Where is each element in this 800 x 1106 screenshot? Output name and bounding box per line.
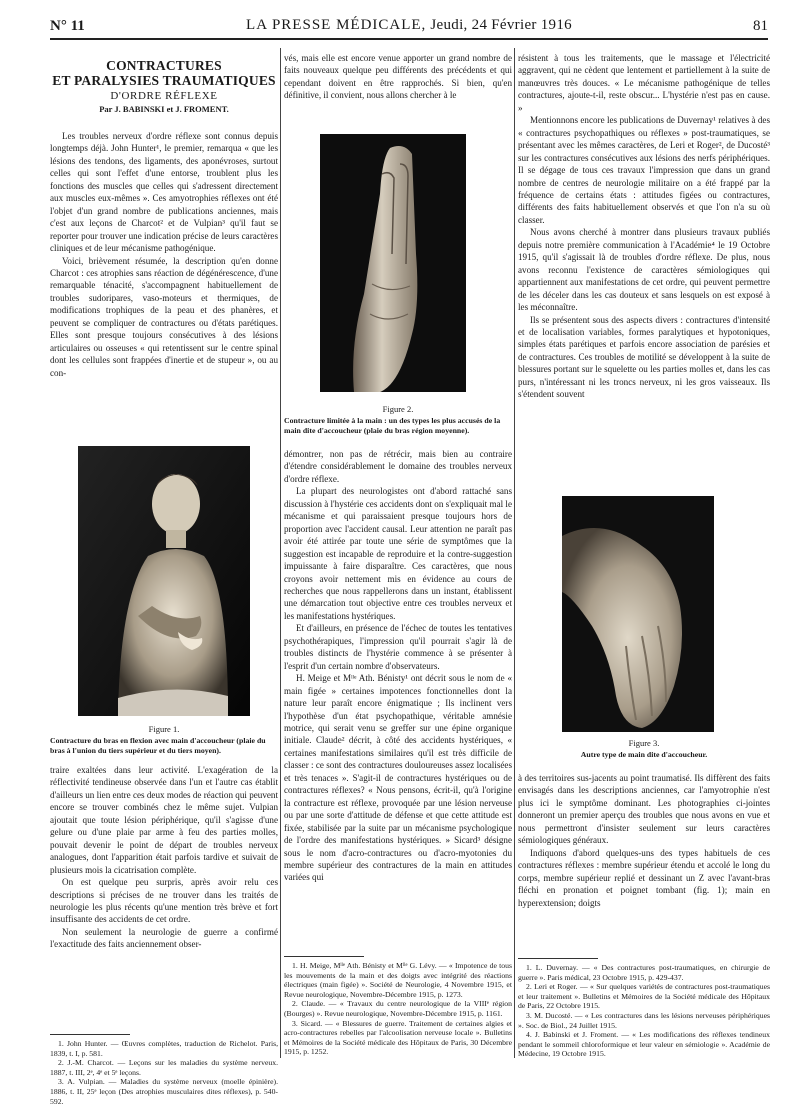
- figure-3-image: [562, 496, 714, 732]
- article-authors: Par J. BABINSKI et J. FROMENT.: [99, 104, 229, 114]
- footnote: 2. Claude. — « Travaux du centre neurologique de la VIIIᵉ région (Bourges) ». Revue neurologique, Novembre-Décembre 1915, p. 1161.: [284, 999, 512, 1018]
- journal-title: LA PRESSE MÉDICALE,: [246, 17, 427, 33]
- paragraph: Ils se présentent sous des aspects divers : contractures d'intensité et de localisation variables, formes paralytiques et hypotoniques, simples états parétiques et parfois encore association de parésies et de contractures. Ces troubles de motilité se développent à la suite de blessures portant sur le squelette ou les parties molles et, dans les cas purs, n'intéressant ni les troncs nerveux, ni les gros vaisseaux. Ils s'étendent souvent: [518, 314, 770, 400]
- paragraph: à des territoires sus-jacents au point traumatisé. Ils diffèrent des faits envisagés dans les descriptions anciennes, car l'amyotrophie n'est plus ici le symptôme dominant. Les photographies ci-jointes donneront un premier aperçu des troubles que nous avons en vue et nous permettront d'insister seulement sur leurs caractères sémiologiques généraux.: [518, 773, 770, 846]
- figure-2-photo: [320, 134, 466, 392]
- page-number: 81: [753, 18, 768, 34]
- paragraph: H. Meige et Mˡˡᵉ Ath. Bénisty¹ ont décrit sous le nom de « main figée » certaines impotences fonctionnelles dont la nature leur paraît encore énigmatique ; Ils inclinent vers l'hypothèse d'un état psychopathique, véritable amnésie motrice, qui serait venu se greffer sur une épine organique initiale. Claude² décrit, à côté des accidents hystériques, « certaines manifestations similaires qu'il est très difficile de classer : ce sont des contractures douloureuses assez localisées et très tenaces ». S'agit-il de contractures hystériques ou de contractures réflexes? « Nous pensons, écrit-il, qu'à l'origine la contracture est réflexe, provoquée par une lésion nerveuse ou par une sorte d'attitude de défense et que cette attitude est fixée, stabilisée par la suite par un mécanisme psychologique de l'ordre des manifestations hystériques. » Sicard³ désigne sous le nom d'acro-contractures ou d'acro-myotonies du membre supérieur des contractures de la main en attitudes variées qui: [284, 673, 512, 883]
- footnote: 1. L. Duvernay. — « Des contractures post-traumatiques, en chirurgie de guerre ». Paris médical, 23 Octobre 1915, p. 429-437.: [518, 963, 770, 982]
- column-1: [50, 50, 278, 1106]
- article-title-line2: ET PARALYSIES TRAUMATIQUES: [52, 73, 276, 88]
- footnote-rule: [50, 1034, 130, 1035]
- paragraph: On est quelque peu surpris, après avoir relu ces descriptions si précises de ne trouver dans les traités de neurologie les plus récents qu'une mention très brève et fort insuffisante des accidents de cet ordre.: [50, 877, 278, 925]
- paragraph: Et d'ailleurs, en présence de l'échec de toutes les tentatives psychothérapiques, l'impression qu'il pourrait s'agir là de troubles distincts de l'hystérie commence à se présenter à l'esprit d'un certain nombre d'observateurs.: [284, 623, 512, 671]
- paragraph: résistent à tous les traitements, que le massage et l'électricité aggravent, qui ne cèdent que lentement et partiellement à la suite de manœuvres très douces. « Le mécanisme pathogénique de telles contractures, ajoute-t-il, reste obscur... L'hystérie n'est pas en cause. »: [518, 53, 770, 113]
- article-title: CONTRACTURES: [106, 58, 222, 73]
- figure-3-label: Figure 3.: [628, 738, 660, 748]
- figure-3-caption: Autre type de main dite d'accoucheur.: [580, 750, 708, 759]
- column-3: [518, 50, 770, 1072]
- paragraph: vés, mais elle est encore venue apporter un grand nombre de faits nouveaux quelque peu différents des précédents et qui cependant doivent en être rapprochés. Si bien, qu'en définitive, il convient, nous allons chercher à le: [284, 53, 512, 101]
- figure-2-caption: Contracture limitée à la main : un des types les plus accusés de la main dite d'accoucheur (plaie du bras région moyenne).: [284, 416, 501, 435]
- paragraph: Nous avons cherché à montrer dans plusieurs travaux publiés depuis notre première communication à l'Académie⁴ le 19 Octobre 1915, qu'il s'agissait là de troubles d'ordre réflexe. De plus, nous avons reconnu l'existence de caractères sémiologiques qui appartiennent aux manifestations de cet ordre, qui peuvent permettre de les déceler dans les cas douteux et sans lesquels on est exposé à les méconnaître.: [518, 227, 770, 313]
- footnote: 1. John Hunter. — Œuvres complètes, traduction de Richelot. Paris, 1839, t. I, p. 581.: [50, 1039, 278, 1058]
- article-subtitle: D'ORDRE RÉFLEXE: [110, 90, 218, 102]
- paragraph: traire exaltées dans leur activité. L'exagération de la réflectivité tendineuse observée dans l'un et l'autre cas établit d'ailleurs un lien entre ces deux modes de réaction qui peuvent encore se trouver combinés chez le même sujet. Vulpian ajoutait que toute lésion périphérique, qu'il s'agisse d'une gelure ou d'une plaie par arme à feu des parties molles, pouvait devenir le point de départ de troubles nerveux analogues, dont l'apparition était parfois tardive et suivait de plusieurs mois la cicatrisation complète.: [50, 765, 278, 875]
- footnote: 3. M. Ducosté. — « Les contractures dans les lésions nerveuses périphériques ». Soc. de Biol., 24 Juillet 1915.: [518, 1010, 770, 1030]
- paragraph: Mentionnons encore les publications de Duvernay¹ relatives à des « contractures psychopathiques ou réflexes » post-traumatiques, se présentant avec les mêmes caractères, de Leri et Roger², de Ducosté³ sur les contractures consécutives aux lésions des nerfs périphériques. Il se dégage de tous ces travaux l'impression que dans un grand nombre de centres de neurologie militaire on a été frappé par la fréquence de certains états : attitudes figées ou contractures, différents des faits habituellement observés et que l'on n'a su où classer.: [518, 115, 770, 225]
- masthead: [50, 17, 768, 34]
- footnotes: [284, 952, 512, 1057]
- footnote-rule: [284, 956, 364, 957]
- paragraph: démontrer, non pas de rétrécir, mais bien au contraire d'étendre considérablement le domaine des troubles nerveux d'ordre réflexe.: [284, 449, 512, 484]
- issue-number: N° 11: [50, 18, 85, 34]
- figure-2-label: Figure 2.: [382, 404, 414, 414]
- paragraph: La plupart des neurologistes ont d'abord rattaché sans discussion à l'hystérie ces accidents dont on s'expliquait mal le mécanisme et qui paraissaient presque toujours hors de proportion avec l'accident causal. Leur attention ne paraît pas avoir été attirée par toute une série de symptômes que la suggestion est incapable de reproduire et la contre-suggestion impuissante à faire disparaître. Ces caractères, que nous croyons avoir nettement mis en évidence au cours de recherches que nous rappellerons dans un instant, établissent une démarcation tout objective entre ces troubles nerveux et les manifestations hystériques.: [284, 486, 512, 621]
- footnotes: [518, 954, 770, 1059]
- paragraph: Voici, brièvement résumée, la description qu'en donne Charcot : ces atrophies sans réaction de dégénérescence, d'une remarquable ténacité, s'accompagnent habituellement de troubles sudoripares, vaso-moteurs et thermiques, de modifications trophiques de la peau et des phanères, et peuvent se compliquer de contractures ou d'états parétiques. Elles sont presque toujours consécutives à des lésions articulaires ou osseuses « qui retentissent sur le centre spinal dont les cellules sont frappées d'inertie et de stupeur », ou au con-: [50, 255, 278, 378]
- paragraph: Indiquons d'abord quelques-uns des types habituels de ces contractures réflexes : membre supérieur étendu et accolé le long du corps, membre supérieur replié et dessinant un Z avec l'avant-bras fléchi en pronation et poignet tombant (fig. 1); main en hyperextension; doigts: [518, 847, 770, 908]
- page-header: [50, 14, 768, 40]
- column-divider: [280, 48, 281, 1058]
- footnote: 3. Sicard. — « Blessures de guerre. Traitement de certaines algies et acro-contractures rebelles par l'alcoolisation nerveuse locale ». Bulletins et Mémoires de la Société médicale des Hôpitaux de Paris, 30 Décembre 1915, p. 1252.: [284, 1018, 512, 1057]
- footnote-rule: [518, 958, 598, 959]
- paragraph: Les troubles nerveux d'ordre réflexe sont connus depuis longtemps déjà. John Hunter¹, le premier, remarqua « que les lésions des tendons, des ligaments, des aponévroses, surtout celles qui sont l'effet d'une entorse, troublent plus les fonctions des muscles que celles qui s'adressent directement aux muscles eux-mêmes ». Ces amyotrophies réflexes ont été l'objet d'un grand nombre de publications anciennes, mais c'est aux leçons de Charcot² et de Vulpian³ qu'il faut se reporter pour trouver une indication précise de leurs caractères cliniques et de leur mécanisme pathogénique.: [50, 131, 278, 254]
- footnote: 1. H. Meige, Mˡˡᵉ Ath. Bénisty et Mˡˡᵉ G. Lévy. — « Impotence de tous les mouvements de la main et des doigts avec intégrité des réactions électriques (main figée) ». Société de Neurologie, 4 Novembre 1915, et Revue neurologique, Novembre-Décembre 1915, p. 1273.: [284, 961, 512, 999]
- paragraph: Non seulement la neurologie de guerre a confirmé l'exactitude des faits anciennement obser-: [50, 926, 278, 950]
- column-2: [284, 50, 512, 1072]
- figure-1-image: [78, 446, 250, 716]
- footnote: 2. J.-M. Charcot. — Leçons sur les maladies du système nerveux. 1887, t. III, 2ᵉ, 4ᵉ et 5ᵉ leçons.: [50, 1058, 278, 1077]
- footnote: 2. Leri et Roger. — « Sur quelques variétés de contractures post-traumatiques et leur traitement ». Bulletins et Mémoires de la Société médicale des Hôpitaux de Paris, 22 Octobre 1915.: [518, 982, 770, 1011]
- figure-1-photo: [78, 446, 250, 716]
- figure-1-caption: Contracture du bras en flexion avec main d'accoucheur (plaie du bras à l'union du tiers supérieur et du tiers moyen).: [50, 736, 266, 755]
- footnotes: [50, 1030, 278, 1106]
- column-divider: [514, 48, 515, 1058]
- figure-1-label: Figure 1.: [148, 724, 180, 734]
- figure-2-image: [320, 134, 466, 392]
- footnote: 3. A. Vulpian. — Maladies du système nerveux (moelle épinière). 1886, t. II, 25ᵉ leçon (Des atrophies musculaires dites réflexes), p. 540-592.: [50, 1077, 278, 1106]
- figure-3-photo: [562, 496, 714, 732]
- footnote: 4. J. Babinski et J. Froment. — « Les modifications des réflexes tendineux pendant le sommeil chloroformique et leur valeur en sémiologie ». Académie de Médecine, 19 Octobre 1915.: [518, 1030, 770, 1059]
- issue-date: Jeudi, 24 Février 1916: [430, 17, 572, 33]
